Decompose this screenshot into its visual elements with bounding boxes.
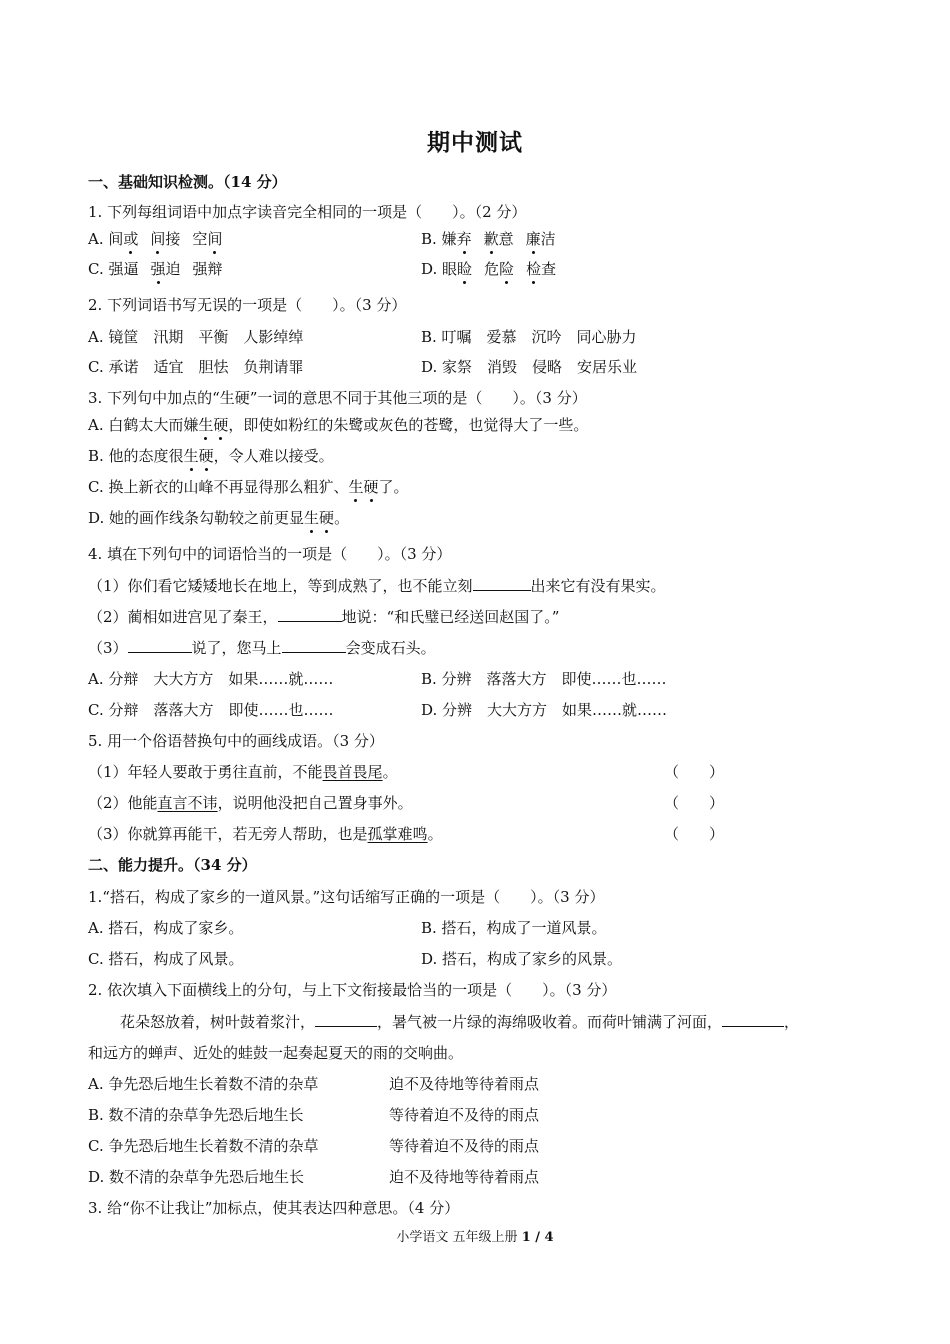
fill-blank[interactable] [315, 1012, 377, 1027]
q4-sentence-2: （2）蔺相如进宫见了秦王， 地说：“和氏璧已经送回赵国了。” [88, 608, 560, 626]
s2-q1-option-c: C. 搭石，构成了风景。 [88, 950, 244, 968]
q2-option-c: C. 承诺 适宜 胆怯 负荆请罪 [88, 358, 304, 376]
page-number: 1 / 4 [521, 1230, 554, 1245]
section-2-heading: 二、能力提升。（34 分） [88, 856, 257, 874]
q3-option-a: A. 白鹤太大而嫌生硬，即使如粉红的朱鹭或灰色的苍鹭，也觉得大了一些。 [88, 416, 589, 434]
q4-sentence-3: （3） 说了，您马上 会变成石头。 [88, 639, 436, 657]
q5-line-1: （1）年轻人要敢于勇往直前，不能畏首畏尾。 [88, 763, 398, 781]
s2-q1-option-a: A. 搭石，构成了家乡。 [88, 919, 244, 937]
answer-paren[interactable]: （ ） [664, 763, 725, 781]
fill-blank[interactable] [278, 607, 342, 622]
s2-q1-option-d: D. 搭石，构成了家乡的风景。 [421, 950, 623, 968]
q4-option-b: B. 分辨 落落大方 即使……也…… [421, 670, 667, 688]
s2-q2-option-a-part2: 迫不及待地等待着雨点 [389, 1075, 540, 1093]
s2-q2-option-d: D. 数不清的杂草争先恐后地生长 [88, 1168, 305, 1186]
s2-q1-stem: 1.“搭石，构成了家乡的一道风景。”这句话缩写正确的一项是（ ）。（3 分） [88, 888, 605, 906]
s2-q2-option-b-part2: 等待着迫不及待的雨点 [389, 1106, 540, 1124]
q3-option-d: D. 她的画作线条勾勒较之前更显生硬。 [88, 509, 350, 527]
s2-q3-stem: 3. 给“你不让我让”加标点，使其表达四种意思。（4 分） [88, 1199, 460, 1217]
q3-option-c: C. 换上新衣的山峰不再显得那么粗犷、生硬了。 [88, 478, 409, 496]
q4-stem: 4. 填在下列句中的词语恰当的一项是（ ）。（3 分） [88, 545, 452, 563]
s2-q2-option-c: C. 争先恐后地生长着数不清的杂草 [88, 1137, 319, 1155]
q1-option-c: C. 强逼 强迫 强辩 [88, 260, 223, 278]
q4-option-a: A. 分辩 大大方方 如果……就…… [88, 670, 334, 688]
q3-stem: 3. 下列句中加点的“生硬”一词的意思不同于其他三项的是（ ）。（3 分） [88, 389, 587, 407]
q1-stem: 1. 下列每组词语中加点字读音完全相同的一项是（ ）。（2 分） [88, 203, 527, 221]
section-1-heading: 一、基础知识检测。（14 分） [88, 173, 287, 191]
page-title: 期中测试 [427, 129, 523, 156]
s2-q2-option-a: A. 争先恐后地生长着数不清的杂草 [88, 1075, 319, 1093]
fill-blank[interactable] [473, 576, 531, 591]
q5-stem: 5. 用一个俗语替换句中的画线成语。（3 分） [88, 732, 384, 750]
q3-option-b: B. 他的态度很生硬，令人难以接受。 [88, 447, 334, 465]
fill-blank[interactable] [282, 638, 346, 653]
q2-stem: 2. 下列词语书写无误的一项是（ ）。（3 分） [88, 296, 407, 314]
s2-q2-option-c-part2: 等待着迫不及待的雨点 [389, 1137, 540, 1155]
answer-paren[interactable]: （ ） [664, 825, 725, 843]
answer-paren[interactable]: （ ） [664, 794, 725, 812]
s2-q2-stem: 2. 依次填入下面横线上的分句，与上下文衔接最恰当的一项是（ ）。（3 分） [88, 981, 617, 999]
q5-line-3: （3）你就算再能干，若无旁人帮助，也是孤掌难鸣。 [88, 825, 443, 843]
q2-option-a: A. 镜筐 汛期 平衡 人影绰绰 [88, 328, 304, 346]
fill-blank[interactable] [722, 1012, 784, 1027]
s2-q2-option-d-part2: 迫不及待地等待着雨点 [389, 1168, 540, 1186]
q1-option-a: A. 间或 间接 空间 [88, 230, 223, 248]
q5-line-2: （2）他能直言不讳，说明他没把自己置身事外。 [88, 794, 413, 812]
q1-option-b: B. 嫌弃 歉意 廉洁 [421, 230, 556, 248]
page-footer: 小学语文 五年级上册 1 / 4 [396, 1230, 554, 1245]
s2-q2-passage-2: 和远方的蝉声、近处的蛙鼓一起奏起夏天的雨的交响曲。 [88, 1044, 464, 1062]
q1-option-d: D. 眼睑 危险 检查 [421, 260, 557, 278]
fill-blank[interactable] [128, 638, 192, 653]
q2-option-d: D. 家祭 消毁 侵略 安居乐业 [421, 358, 638, 376]
q2-option-b: B. 叮嘱 爱慕 沉吟 同心胁力 [421, 328, 637, 346]
s2-q2-passage-1: 花朵怒放着，树叶鼓着浆汁， ，暑气被一片绿的海绵吸收着。而荷叶铺满了河面， ， [120, 1013, 800, 1031]
q4-sentence-1: （1）你们看它矮矮地长在地上，等到成熟了，也不能立刻 出来它有没有果实。 [88, 577, 666, 595]
q4-option-c: C. 分辩 落落大方 即使……也…… [88, 701, 334, 719]
q4-option-d: D. 分辨 大大方方 如果……就…… [421, 701, 668, 719]
s2-q1-option-b: B. 搭石，构成了一道风景。 [421, 919, 607, 937]
s2-q2-option-b: B. 数不清的杂草争先恐后地生长 [88, 1106, 304, 1124]
